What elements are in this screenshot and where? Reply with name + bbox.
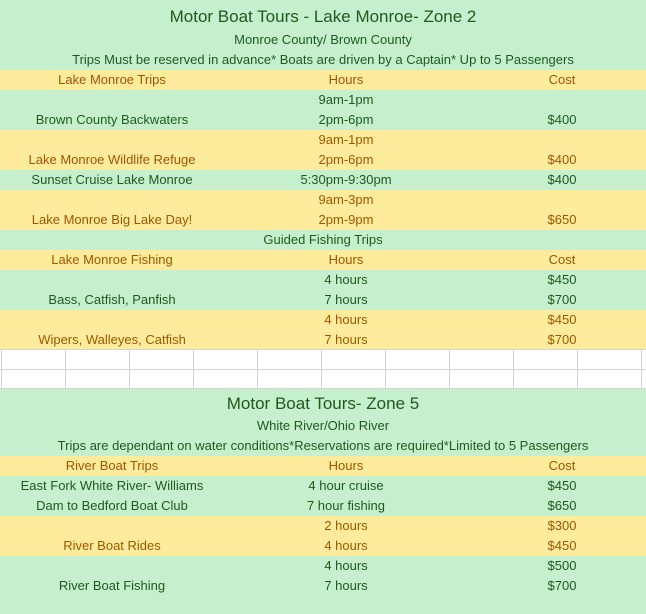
hours-cell: 9am-1pm xyxy=(318,92,374,107)
hours-cell: 4 hours xyxy=(324,558,368,573)
zone2-subtitle-row[interactable] xyxy=(0,30,646,50)
table-row[interactable] xyxy=(0,476,646,496)
trip-name-cell: Lake Monroe Wildlife Refuge xyxy=(28,152,196,167)
table-row[interactable] xyxy=(0,310,646,330)
header-hours: Hours xyxy=(328,252,364,267)
gridline xyxy=(65,349,66,389)
header-cost: Cost xyxy=(548,458,576,473)
gridline xyxy=(385,349,386,389)
hours-cell: 2pm-9pm xyxy=(318,212,374,227)
trip-name-cell: Bass, Catfish, Panfish xyxy=(48,292,176,307)
cost-cell: $450 xyxy=(547,538,577,553)
zone5-subtitle-row[interactable] xyxy=(0,416,646,436)
zone5-title: Motor Boat Tours- Zone 5 xyxy=(226,394,420,413)
table-row[interactable] xyxy=(0,516,646,536)
trip-name-cell: River Boat Fishing xyxy=(58,578,166,593)
gridline xyxy=(577,349,578,389)
table-row[interactable] xyxy=(0,170,646,190)
hours-cell: 5:30pm-9:30pm xyxy=(300,172,392,187)
zone2-title: Motor Boat Tours - Lake Monroe- Zone 2 xyxy=(169,7,477,26)
header-cost: Cost xyxy=(548,252,576,267)
gridline xyxy=(1,349,2,389)
header-trips: Lake Monroe Trips xyxy=(58,72,166,87)
cost-cell: $400 xyxy=(547,172,577,187)
table-row[interactable] xyxy=(0,110,646,130)
fishing-title: Guided Fishing Trips xyxy=(263,232,383,247)
gridline xyxy=(449,349,450,389)
zone2-subtitle: Monroe County/ Brown County xyxy=(234,32,412,47)
header-hours: Hours xyxy=(328,458,364,473)
fishing-header[interactable] xyxy=(0,250,646,270)
table-row[interactable] xyxy=(0,150,646,170)
hours-cell: 9am-1pm xyxy=(318,132,374,147)
table-row[interactable] xyxy=(0,210,646,230)
gridline xyxy=(321,349,322,389)
cost-cell: $700 xyxy=(547,578,577,593)
cost-cell: $650 xyxy=(547,212,577,227)
zone2-trips-header[interactable] xyxy=(0,70,646,90)
gridline xyxy=(0,369,646,370)
cost-cell: $400 xyxy=(547,112,577,127)
trip-name-cell: Brown County Backwaters xyxy=(35,112,189,127)
hours-cell: 9am-3pm xyxy=(318,192,374,207)
zone5-note-row[interactable] xyxy=(0,436,646,456)
header-fishing: Lake Monroe Fishing xyxy=(51,252,173,267)
cost-cell: $400 xyxy=(547,152,577,167)
zone5-title-row[interactable] xyxy=(0,389,646,416)
hours-cell: 4 hours xyxy=(324,538,368,553)
zone5-subtitle: White River/Ohio River xyxy=(256,418,390,433)
header-hours: Hours xyxy=(328,72,364,87)
cost-cell: $450 xyxy=(547,478,577,493)
gridline xyxy=(257,349,258,389)
hours-cell: 4 hour cruise xyxy=(308,478,384,493)
zone5-header[interactable] xyxy=(0,456,646,476)
zone2-note-row[interactable] xyxy=(0,50,646,70)
trip-name-cell: Wipers, Walleyes, Catfish xyxy=(38,332,186,347)
table-row[interactable] xyxy=(0,290,646,310)
header-cost: Cost xyxy=(548,72,576,87)
cost-cell: $500 xyxy=(547,558,577,573)
zone2-note: Trips Must be reserved in advance* Boats are driven by a Captain* Up to 5 Passengers xyxy=(72,52,574,67)
table-row[interactable] xyxy=(0,130,646,150)
gridline xyxy=(0,349,646,350)
table-row[interactable] xyxy=(0,576,646,596)
fishing-title-row[interactable] xyxy=(0,230,646,250)
zone2-title-row[interactable] xyxy=(0,0,646,30)
hours-cell: 4 hours xyxy=(324,272,368,287)
gridline xyxy=(513,349,514,389)
trip-name-cell: Lake Monroe Big Lake Day! xyxy=(31,212,193,227)
cost-cell: $650 xyxy=(547,498,577,513)
hours-cell: 2 hours xyxy=(324,518,368,533)
cost-cell: $700 xyxy=(547,292,577,307)
trip-name-cell: Sunset Cruise Lake Monroe xyxy=(31,172,193,187)
table-row[interactable] xyxy=(0,270,646,290)
cost-cell: $300 xyxy=(547,518,577,533)
table-row[interactable] xyxy=(0,596,646,614)
table-row[interactable] xyxy=(0,536,646,556)
hours-cell: 4 hours xyxy=(324,312,368,327)
table-row[interactable] xyxy=(0,556,646,576)
table-row[interactable] xyxy=(0,496,646,516)
trip-name-cell: East Fork White River- Williams xyxy=(20,478,204,493)
table-row[interactable] xyxy=(0,330,646,350)
hours-cell: 7 hours xyxy=(324,578,368,593)
trip-name-cell: River Boat Rides xyxy=(63,538,161,553)
trip-name-cell: Dam to Bedford Boat Club xyxy=(36,498,188,513)
hours-cell: 7 hours xyxy=(324,292,368,307)
hours-cell: 7 hours xyxy=(324,332,368,347)
gridline xyxy=(129,349,130,389)
gridline xyxy=(193,349,194,389)
empty-rows[interactable] xyxy=(0,349,646,389)
hours-cell: 2pm-6pm xyxy=(318,112,374,127)
header-river-trips: River Boat Trips xyxy=(65,458,159,473)
hours-cell: 7 hour fishing xyxy=(306,498,386,513)
cost-cell: $450 xyxy=(547,272,577,287)
table-row[interactable] xyxy=(0,190,646,210)
zone5-note: Trips are dependant on water conditions*Reservations are required*Limited to 5 Passengers xyxy=(57,438,589,453)
cost-cell: $450 xyxy=(547,312,577,327)
table-row[interactable] xyxy=(0,90,646,110)
cost-cell: $700 xyxy=(547,332,577,347)
hours-cell: 2pm-6pm xyxy=(318,152,374,167)
gridline xyxy=(641,349,642,389)
